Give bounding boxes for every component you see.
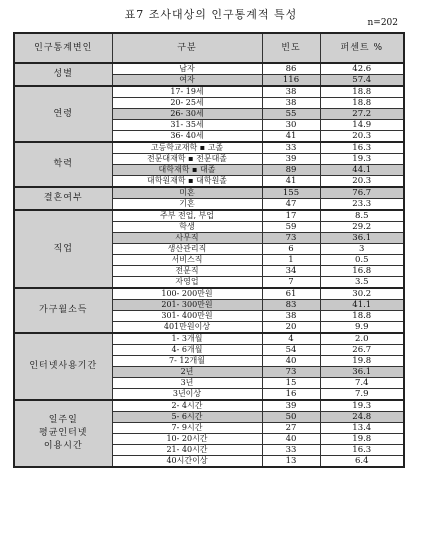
group-label: 성별 bbox=[14, 63, 112, 86]
table-body bbox=[14, 63, 404, 467]
frequency-cell: 13 bbox=[262, 456, 320, 468]
frequency-cell: 47 bbox=[262, 199, 320, 211]
category-cell: 2- 4시간 bbox=[112, 400, 262, 412]
category-cell: 4- 6개월 bbox=[112, 345, 262, 356]
percent-cell: 9.9 bbox=[320, 322, 404, 334]
frequency-cell: 7 bbox=[262, 277, 320, 289]
frequency-cell: 34 bbox=[262, 266, 320, 277]
category-cell: 생산관리직 bbox=[112, 244, 262, 255]
frequency-cell: 33 bbox=[262, 445, 320, 456]
frequency-cell: 40 bbox=[262, 356, 320, 367]
category-cell: 20- 25세 bbox=[112, 98, 262, 109]
percent-cell: 18.8 bbox=[320, 86, 404, 98]
percent-cell: 2.0 bbox=[320, 333, 404, 345]
frequency-cell: 155 bbox=[262, 187, 320, 199]
category-cell: 31- 35세 bbox=[112, 120, 262, 131]
frequency-cell: 4 bbox=[262, 333, 320, 345]
percent-cell: 29.2 bbox=[320, 222, 404, 233]
percent-cell: 16.3 bbox=[320, 142, 404, 154]
percent-cell: 23.3 bbox=[320, 199, 404, 211]
header-category: 구분 bbox=[112, 33, 262, 63]
percent-cell: 13.4 bbox=[320, 423, 404, 434]
frequency-cell: 73 bbox=[262, 233, 320, 244]
percent-cell: 7.9 bbox=[320, 389, 404, 401]
percent-cell: 18.8 bbox=[320, 98, 404, 109]
category-cell: 3년 bbox=[112, 378, 262, 389]
group-label: 연령 bbox=[14, 86, 112, 142]
frequency-cell: 83 bbox=[262, 300, 320, 311]
frequency-cell: 39 bbox=[262, 154, 320, 165]
header-row bbox=[14, 33, 404, 63]
group-label: 직업 bbox=[14, 210, 112, 288]
category-cell: 전문직 bbox=[112, 266, 262, 277]
percent-cell: 36.1 bbox=[320, 367, 404, 378]
group-label: 인터넷사용기간 bbox=[14, 333, 112, 400]
category-cell: 100- 200만원 bbox=[112, 288, 262, 300]
header-variable: 인구통계변인 bbox=[14, 33, 112, 63]
table-row bbox=[14, 187, 404, 199]
category-cell: 대학원재학 ▪ 대학원졸 bbox=[112, 176, 262, 188]
percent-cell: 27.2 bbox=[320, 109, 404, 120]
category-cell: 대학재학 ▪ 대졸 bbox=[112, 165, 262, 176]
category-cell: 26- 30세 bbox=[112, 109, 262, 120]
header-frequency: 빈도 bbox=[262, 33, 320, 63]
category-cell: 301- 400만원 bbox=[112, 311, 262, 322]
frequency-cell: 1 bbox=[262, 255, 320, 266]
percent-cell: 30.2 bbox=[320, 288, 404, 300]
frequency-cell: 38 bbox=[262, 311, 320, 322]
percent-cell: 26.7 bbox=[320, 345, 404, 356]
table-title: 표7 조사대상의 인구통계적 특성 bbox=[124, 8, 298, 21]
demographics-table bbox=[13, 32, 405, 468]
percent-cell: 20.3 bbox=[320, 176, 404, 188]
frequency-cell: 38 bbox=[262, 86, 320, 98]
group-label: 학력 bbox=[14, 142, 112, 187]
percent-cell: 16.3 bbox=[320, 445, 404, 456]
table-row bbox=[14, 142, 404, 154]
percent-cell: 0.5 bbox=[320, 255, 404, 266]
table-row bbox=[14, 86, 404, 98]
frequency-cell: 55 bbox=[262, 109, 320, 120]
sample-size-label: n=202 bbox=[367, 18, 398, 28]
percent-cell: 24.8 bbox=[320, 412, 404, 423]
category-cell: 남자 bbox=[112, 63, 262, 75]
percent-cell: 76.7 bbox=[320, 187, 404, 199]
frequency-cell: 17 bbox=[262, 210, 320, 222]
percent-cell: 19.8 bbox=[320, 356, 404, 367]
frequency-cell: 50 bbox=[262, 412, 320, 423]
category-cell: 고등학교재학 ▪ 고졸 bbox=[112, 142, 262, 154]
group-label: 가구월소득 bbox=[14, 288, 112, 333]
percent-cell: 3.5 bbox=[320, 277, 404, 289]
percent-cell: 16.8 bbox=[320, 266, 404, 277]
category-cell: 전문대재학 ▪ 전문대졸 bbox=[112, 154, 262, 165]
table-row bbox=[14, 400, 404, 412]
category-cell: 여자 bbox=[112, 75, 262, 87]
percent-cell: 57.4 bbox=[320, 75, 404, 87]
group-label: 일주일 평균인터넷 이용시간 bbox=[14, 400, 112, 467]
frequency-cell: 15 bbox=[262, 378, 320, 389]
category-cell: 36- 40세 bbox=[112, 131, 262, 143]
percent-cell: 36.1 bbox=[320, 233, 404, 244]
category-cell: 201- 300만원 bbox=[112, 300, 262, 311]
table-row bbox=[14, 63, 404, 75]
frequency-cell: 33 bbox=[262, 142, 320, 154]
category-cell: 자영업 bbox=[112, 277, 262, 289]
percent-cell: 19.3 bbox=[320, 400, 404, 412]
frequency-cell: 61 bbox=[262, 288, 320, 300]
percent-cell: 19.8 bbox=[320, 434, 404, 445]
category-cell: 17- 19세 bbox=[112, 86, 262, 98]
table-row bbox=[14, 288, 404, 300]
frequency-cell: 89 bbox=[262, 165, 320, 176]
frequency-cell: 73 bbox=[262, 367, 320, 378]
frequency-cell: 39 bbox=[262, 400, 320, 412]
category-cell: 주부 전업, 부업 bbox=[112, 210, 262, 222]
frequency-cell: 30 bbox=[262, 120, 320, 131]
frequency-cell: 20 bbox=[262, 322, 320, 334]
group-label: 결혼여부 bbox=[14, 187, 112, 210]
frequency-cell: 41 bbox=[262, 131, 320, 143]
frequency-cell: 27 bbox=[262, 423, 320, 434]
frequency-cell: 41 bbox=[262, 176, 320, 188]
percent-cell: 19.3 bbox=[320, 154, 404, 165]
frequency-cell: 38 bbox=[262, 98, 320, 109]
percent-cell: 14.9 bbox=[320, 120, 404, 131]
category-cell: 미혼 bbox=[112, 187, 262, 199]
frequency-cell: 116 bbox=[262, 75, 320, 87]
category-cell: 기혼 bbox=[112, 199, 262, 211]
category-cell: 401만원이상 bbox=[112, 322, 262, 334]
category-cell: 7- 9시간 bbox=[112, 423, 262, 434]
header-percent: 퍼센트 % bbox=[320, 33, 404, 63]
category-cell: 2년 bbox=[112, 367, 262, 378]
category-cell: 21- 40시간 bbox=[112, 445, 262, 456]
percent-cell: 41.1 bbox=[320, 300, 404, 311]
frequency-cell: 16 bbox=[262, 389, 320, 401]
frequency-cell: 6 bbox=[262, 244, 320, 255]
percent-cell: 44.1 bbox=[320, 165, 404, 176]
percent-cell: 7.4 bbox=[320, 378, 404, 389]
frequency-cell: 59 bbox=[262, 222, 320, 233]
category-cell: 학생 bbox=[112, 222, 262, 233]
category-cell: 1- 3개월 bbox=[112, 333, 262, 345]
table-row bbox=[14, 210, 404, 222]
table-row bbox=[14, 333, 404, 345]
frequency-cell: 40 bbox=[262, 434, 320, 445]
percent-cell: 8.5 bbox=[320, 210, 404, 222]
percent-cell: 42.6 bbox=[320, 63, 404, 75]
percent-cell: 18.8 bbox=[320, 311, 404, 322]
frequency-cell: 86 bbox=[262, 63, 320, 75]
percent-cell: 3 bbox=[320, 244, 404, 255]
category-cell: 7- 12개월 bbox=[112, 356, 262, 367]
category-cell: 서비스직 bbox=[112, 255, 262, 266]
frequency-cell: 54 bbox=[262, 345, 320, 356]
category-cell: 사무직 bbox=[112, 233, 262, 244]
category-cell: 3년이상 bbox=[112, 389, 262, 401]
percent-cell: 20.3 bbox=[320, 131, 404, 143]
percent-cell: 6.4 bbox=[320, 456, 404, 468]
category-cell: 5- 6시간 bbox=[112, 412, 262, 423]
category-cell: 40시간이상 bbox=[112, 456, 262, 468]
category-cell: 10- 20시간 bbox=[112, 434, 262, 445]
